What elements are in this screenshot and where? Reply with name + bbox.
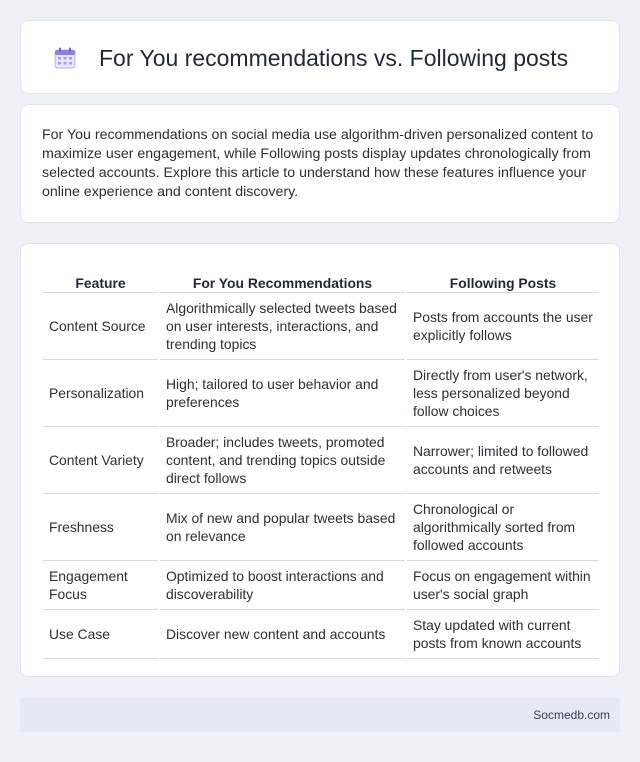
table-cell: Chronological or algorithmically sorted from followed accounts	[406, 493, 599, 560]
table-cell: Engagement Focus	[43, 560, 159, 609]
table-cell: Narrower; limited to followed accounts and retweets	[406, 426, 599, 493]
table-cell: Optimized to boost interactions and discoverability	[159, 560, 406, 609]
intro-paragraph: For You recommendations on social media use algorithm-driven personalized content to maximize user engagement, while Following posts display updates chronologically from selected accounts. Explore this article to understand how these features influence your online experience and content discovery.	[42, 127, 594, 200]
table-header-row	[43, 264, 599, 292]
table-cell: Mix of new and popular tweets based on relevance	[159, 493, 406, 560]
comparison-card	[20, 243, 620, 677]
table-cell: Algorithmically selected tweets based on user interests, interactions, and trending topics	[159, 292, 406, 359]
table-cell: Posts from accounts the user explicitly follows	[406, 292, 599, 359]
table-row	[43, 292, 599, 359]
table-cell: Use Case	[43, 609, 159, 658]
table-cell: Freshness	[43, 493, 159, 560]
table-cell: Directly from user's network, less personalized beyond follow choices	[406, 359, 599, 426]
table-cell: Personalization	[43, 359, 159, 426]
table-cell: Focus on engagement within user's social graph	[406, 560, 599, 609]
table-cell: Content Source	[43, 292, 159, 359]
column-header: Feature	[43, 264, 159, 292]
calendar-icon	[54, 47, 76, 69]
table-cell: Content Variety	[43, 426, 159, 493]
footer-site-link[interactable]: Socmedb.com	[533, 708, 610, 722]
table-row	[43, 609, 599, 658]
page-title: For You recommendations vs. Following posts	[99, 45, 569, 71]
table-cell: High; tailored to user behavior and preferences	[159, 359, 406, 426]
table-cell: Stay updated with current posts from known accounts	[406, 609, 599, 658]
comparison-table	[43, 264, 599, 659]
footer	[20, 698, 620, 732]
table-row	[43, 560, 599, 609]
column-header: Following Posts	[406, 264, 599, 292]
intro-card	[20, 104, 620, 223]
header-card	[20, 20, 620, 94]
column-header: For You Recommendations	[159, 264, 406, 292]
table-row	[43, 359, 599, 426]
table-row	[43, 493, 599, 560]
table-cell: Discover new content and accounts	[159, 609, 406, 658]
table-cell: Broader; includes tweets, promoted content, and trending topics outside direct follows	[159, 426, 406, 493]
table-row	[43, 426, 599, 493]
